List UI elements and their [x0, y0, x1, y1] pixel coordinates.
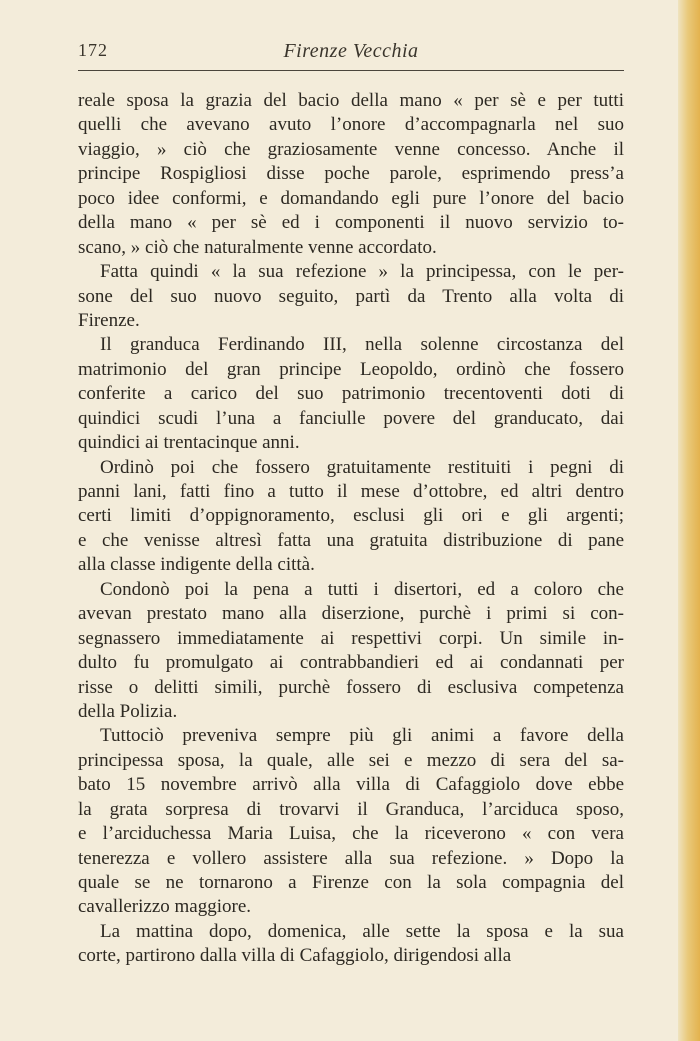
- body-text: [78, 89, 624, 969]
- text-line: tenerezza e vollero assistere alla sua refezione. » Dopo la: [78, 847, 624, 869]
- text-line: scano, » ciò che naturalmente venne accordato.: [78, 236, 437, 258]
- page-edge: [678, 0, 700, 1041]
- text-line: quindici ai trentacinque anni.: [78, 432, 300, 454]
- text-line: panni lani, fatti fino a tutto il mese d’ottobre, ed altri dentro: [78, 481, 624, 502]
- text-line: poco idee conformi, e domandando egli pure l’onore del bacio: [78, 187, 624, 209]
- paragraph: [78, 260, 624, 333]
- text-line: Ordinò poi che fossero gratuitamente restituiti i pegni di: [100, 456, 624, 478]
- paragraph: [78, 578, 624, 725]
- text-line: della Polizia.: [78, 700, 178, 722]
- text-line: e che venisse altresì fatta una gratuita distribuzione di pane: [78, 529, 624, 551]
- text-line: risse o delitti simili, purchè fossero di esclusiva competenza: [78, 676, 624, 698]
- text-line: Il granduca Ferdinando III, nella solenne circostanza del: [100, 334, 624, 356]
- text-line: Condonò poi la pena a tutti i disertori, ed a coloro che: [100, 578, 624, 600]
- text-line: e l’arciduchessa Maria Luisa, che la riceverono « con vera: [78, 823, 624, 845]
- text-line: quale se ne tornarono a Firenze con la sola compagnia del: [78, 872, 624, 893]
- paragraph: [78, 89, 624, 260]
- text-line: Firenze.: [78, 309, 140, 331]
- text-line: conferite a carico del suo patrimonio trecentoventi doti di: [78, 383, 624, 405]
- text-line: quindici scudi l’una a fanciulle povere del granducato, dai: [78, 407, 624, 429]
- text-line: la grata sorpresa di trovarvi il Granduca, l’arciduca sposo,: [78, 798, 624, 820]
- text-line: principessa sposa, la quale, alle sei e mezzo di sera del sa-: [78, 749, 624, 771]
- text-line: alla classe indigente della città.: [78, 554, 315, 576]
- text-line: avevan prestato mano alla diserzione, purchè i primi si con-: [78, 603, 624, 625]
- paragraph: [78, 333, 624, 455]
- text-line: Fatta quindi « la sua refezione » la principessa, con le per-: [100, 261, 624, 283]
- running-title: Firenze Vecchia: [283, 40, 419, 62]
- paragraph: [78, 920, 624, 969]
- paragraph: [78, 456, 624, 578]
- text-line: reale sposa la grazia del bacio della mano « per sè e per tutti: [78, 90, 624, 111]
- text-line: Tuttociò preveniva sempre più gli animi a favore della: [100, 725, 624, 747]
- text-line: matrimonio del gran principe Leopoldo, ordinò che fossero: [78, 358, 624, 380]
- text-line: bato 15 novembre arrivò alla villa di Cafaggiolo dove ebbe: [78, 774, 624, 796]
- text-line: dulto fu promulgato ai contrabbandieri ed ai condannati per: [78, 652, 624, 674]
- text-line: cavallerizzo maggiore.: [78, 896, 252, 918]
- paragraph: [78, 724, 624, 920]
- text-line: quelli che avevano avuto l’onore d’accompagnarla nel suo: [78, 114, 624, 136]
- text-line: sone del suo nuovo seguito, partì da Trento alla volta di: [78, 285, 624, 307]
- header-rule: [78, 70, 624, 71]
- text-line: La mattina dopo, domenica, alle sette la sposa e la sua: [100, 920, 624, 942]
- text-line: corte, partirono dalla villa di Cafaggiolo, dirigendosi alla: [78, 945, 512, 967]
- text-line: certi limiti d’oppignoramento, esclusi gli ori e gli argenti;: [78, 505, 624, 527]
- text-line: segnassero immediatamente ai respettivi corpi. Un simile in-: [78, 627, 624, 649]
- page-number: 172: [78, 40, 108, 60]
- text-line: principe Rospigliosi disse poche parole, esprimendo press’a: [78, 163, 624, 185]
- text-line: della mano « per sè ed i componenti il nuovo servizio to-: [78, 212, 624, 234]
- page-header: [78, 40, 624, 70]
- text-line: viaggio, » ciò che graziosamente venne concesso. Anche il: [78, 138, 624, 160]
